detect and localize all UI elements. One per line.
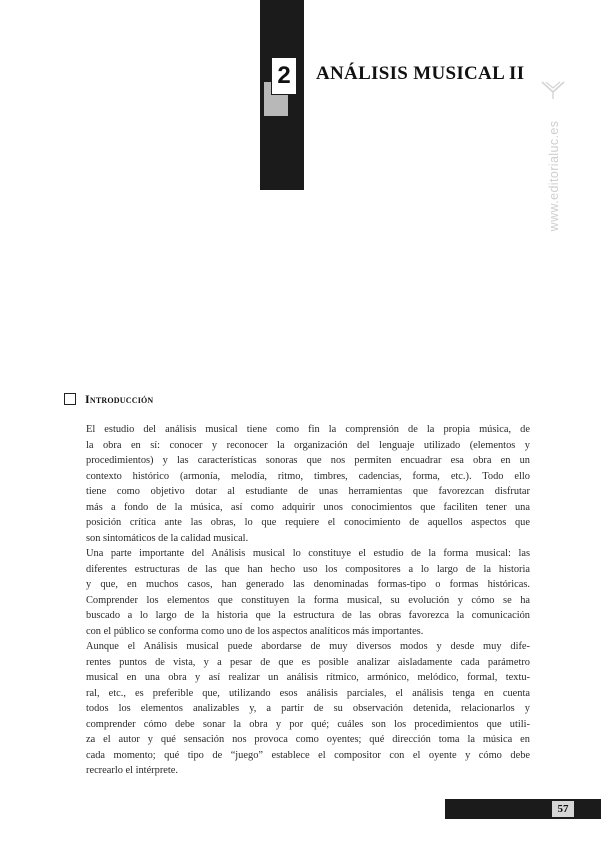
body-line: za el autor y qué sensación nos provoca como oyentes; qué dirección toma la música en — [86, 734, 530, 745]
chapter-number: 2 — [271, 57, 297, 95]
publisher-logo-icon — [540, 78, 566, 100]
body-line: y que, en muchos casos, han generado las denominadas formas-tipo o formas históricas. — [86, 579, 530, 590]
body-line: son sintomáticos de la calidad musical. — [86, 532, 249, 544]
body-line: cada momento; qué tipo de “juego” establece el compositor con el oyente y cómo debe — [86, 749, 530, 761]
body-line: tiene como objetivo dotar al estudiante de unas herramientas que favorezcan disfrutar — [86, 486, 530, 497]
body-line: musical en una obra y así realizar un análisis rítmico, armónico, melódico, formal, textu- — [86, 672, 530, 683]
body-line: posición crítica ante las obras, lo que requiere el conocimiento de aquellos aspectos que — [86, 517, 530, 528]
body-line: rentes puntos de vista, y a pesar de que es posible analizar aisladamente cada parámetro — [86, 656, 530, 668]
body-line: todos los elementos analizables y, a partir de su observación detenida, relacionarlos y — [86, 703, 530, 714]
page-number: 57 — [552, 801, 574, 817]
chapter-title: ANÁLISIS MUSICAL II — [316, 63, 525, 84]
body-text — [86, 422, 530, 779]
body-line: diferentes estructuras de las que han hecho uso los compositores a lo largo de la historia — [86, 563, 530, 575]
watermark-text: www.editorialuc.es — [547, 120, 561, 231]
body-line: comprender cómo debe sonar la obra y por qué; cuáles son los procedimientos que utili- — [86, 718, 530, 730]
footer-bar — [445, 799, 601, 819]
body-line: recrearlo el intérprete. — [86, 765, 179, 776]
body-line: buscado a lo largo de la historia que la estructura de las obras favorezca la comunicación — [86, 610, 530, 621]
body-line: más a fondo de la música, así como adquirir unos conocimientos que faciliten tener una — [86, 501, 530, 513]
body-line: ral, etc., es preferible que, utilizando esos análisis parciales, el análisis tenga en cuenta — [86, 687, 530, 699]
section-title: Introducción — [85, 391, 154, 406]
body-line: procedimientos) y las características sonoras que nos permiten encuadrar esa obra en un — [86, 455, 530, 466]
body-line: Comprender los elementos que constituyen la forma musical, su evolución y cómo se ha — [86, 594, 530, 606]
body-line: Aunque el Análisis musical puede abordarse de muy diversos modos y desde muy dife- — [86, 641, 530, 652]
body-line: contexto histórico (armonía, melodía, ritmo, timbres, cadencias, forma, etc.). Todo ello — [86, 470, 530, 482]
body-line: El estudio del análisis musical tiene como fin la comprensión de la propia música, de — [86, 424, 530, 435]
section-heading — [64, 391, 153, 407]
body-line: Una parte importante del Análisis musical lo constituye el estudio de la forma musical: las — [86, 548, 530, 559]
body-line: la obra en sí: conocer y reconocer la organización del lenguaje utilizado (elementos y — [86, 439, 530, 451]
body-line: con el público se conforma como uno de los aspectos analíticos más importantes. — [86, 625, 424, 637]
checkbox-icon — [64, 393, 76, 405]
publisher-watermark — [544, 108, 564, 243]
